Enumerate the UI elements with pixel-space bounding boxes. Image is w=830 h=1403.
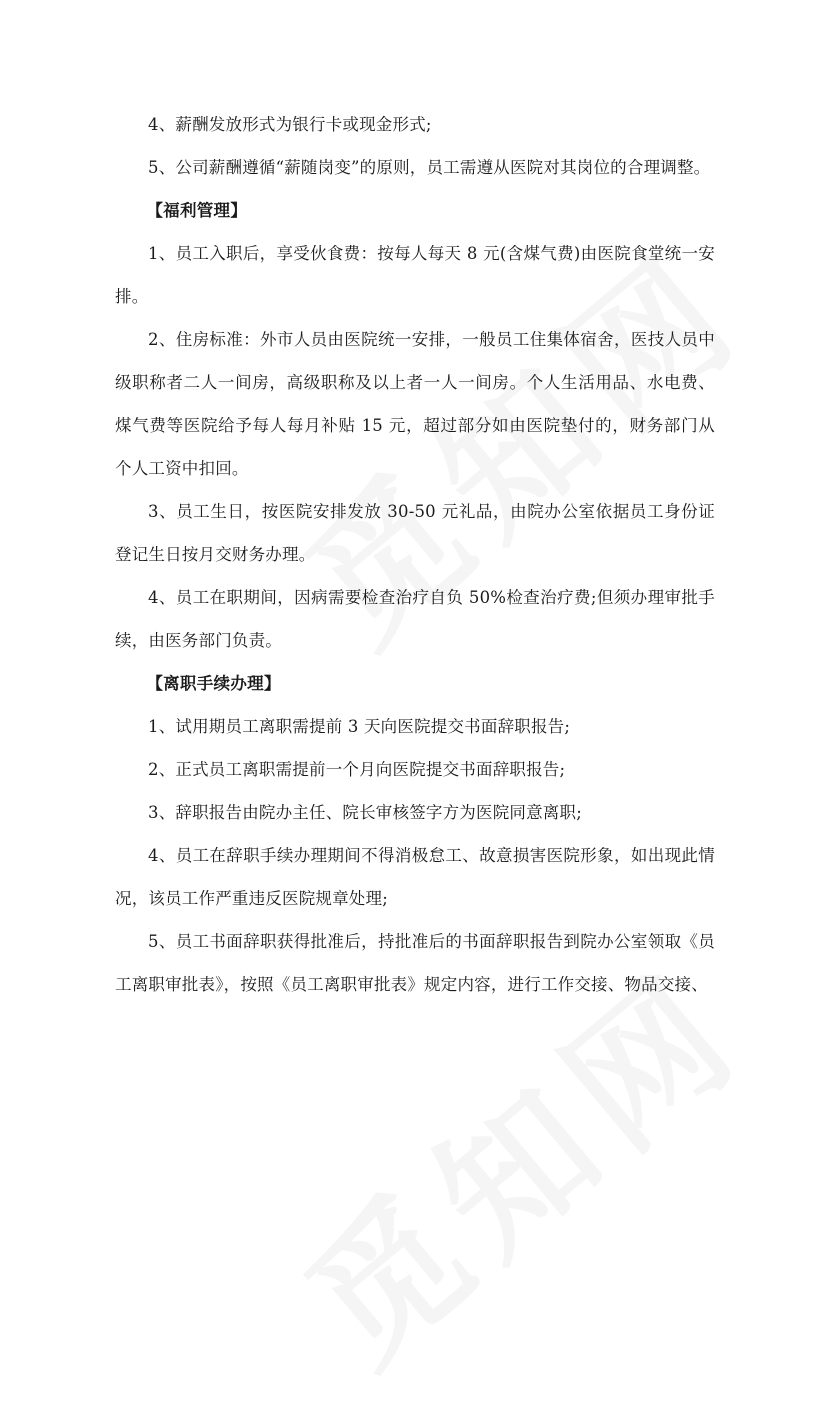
welfare-item-3: 3、员工生日，按医院安排发放 30-50 元礼品，由院办公室依据员工身份证登记生日按月交财务办理。 xyxy=(115,502,715,564)
resignation-item-4: 4、员工在辞职手续办理期间不得消极怠工、故意损害医院形象，如出现此情况，该员工作严重违反医院规章处理; xyxy=(115,846,715,908)
resignation-section xyxy=(115,662,715,1006)
salary-item-5: 5、公司薪酬遵循“薪随岗变”的原则，员工需遵从医院对其岗位的合理调整。 xyxy=(148,158,711,177)
welfare-section xyxy=(115,189,715,662)
document-body xyxy=(115,103,715,1006)
salary-section xyxy=(115,103,715,189)
welfare-heading: 【福利管理】 xyxy=(146,201,248,220)
resignation-item-2: 2、正式员工离职需提前一个月向医院提交书面辞职报告; xyxy=(148,760,566,779)
welfare-item-1: 1、员工入职后，享受伙食费：按每人每天 8 元(含煤气费)由医院食堂统一安排。 xyxy=(115,244,715,306)
resignation-item-3: 3、辞职报告由院办主任、院长审核签字方为医院同意离职; xyxy=(148,803,582,822)
welfare-item-2: 2、住房标准：外市人员由医院统一安排，一般员工住集体宿舍，医技人员中级职称者二人一间房，高级职称及以上者一人一间房。个人生活用品、水电费、煤气费等医院给予每人每月补贴 15 元，超过部分如由医院垫付的，财务部门从个人工资中扣回。 xyxy=(115,330,715,478)
resignation-item-5: 5、员工书面辞职获得批准后，持批准后的书面辞职报告到院办公室领取《员工离职审批表》，按照《员工离职审批表》规定内容，进行工作交接、物品交接、 xyxy=(115,932,715,994)
resignation-heading: 【离职手续办理】 xyxy=(146,674,281,693)
resignation-item-1: 1、试用期员工离职需提前 3 天向医院提交书面辞职报告; xyxy=(148,717,571,736)
welfare-item-4: 4、员工在职期间，因病需要检查治疗自负 50%检查治疗费;但须办理审批手续，由医务部门负责。 xyxy=(115,588,715,650)
salary-item-4: 4、薪酬发放形式为银行卡或现金形式; xyxy=(148,115,432,134)
